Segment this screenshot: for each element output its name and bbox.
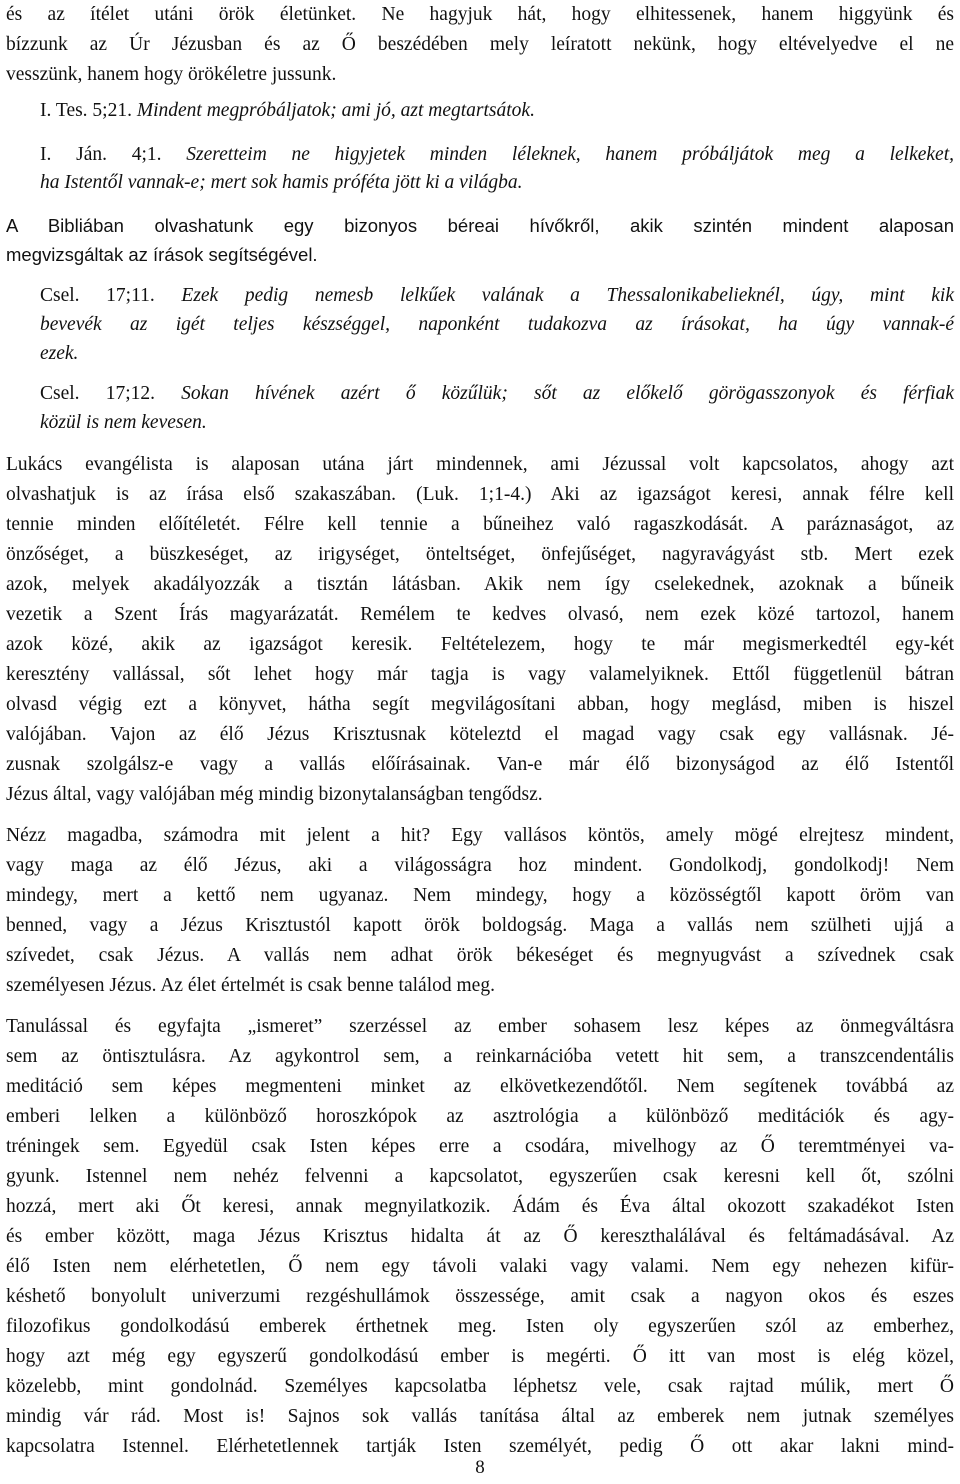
para1-line-10: valójában. Vajon az élő Jézus Krisztusnak köteleztd el magad vagy csak egy vallásnak. Jé- [6,724,954,745]
para2-line-3: mindegy, mert a kettő nem ugyanaz. Nem mindegy, hogy a közösségtől kapott öröm van [6,885,954,906]
para3-line-4: emberi lelken a különböző horoszkópok az asztrológia a különböző meditációk és agy- [6,1106,954,1127]
verse-csel-17-12-line-2: közül is nem kevesen. [40,412,207,433]
verse-reference: Csel. 17;12. [40,383,155,404]
para3-line-12: hogy azt még egy egyszerű gondolkodású ember is megérti. Ő itt van most is elég közel, [6,1346,954,1367]
para3-line-5: tréningek sem. Egyedül csak Isten képes erre a csodára, mivelhogy az Ő teremtményei va- [6,1136,954,1157]
para3-line-14: mindig vár rád. Most is! Sajnos sok vallás tanítása által az emberek nem jutnak személyes [6,1406,954,1427]
para3-line-7: hozzá, mert aki Őt keresi, annak megnyilatkozik. Ádám és Éva által okozott szakadékot Isten [6,1196,954,1217]
para2-line-1: Nézz magadba, számodra mit jelent a hit? Egy vallásos köntös, amely mögé elrejtesz mindent, [6,825,954,846]
para3-line-9: élő Isten nem elérhetetlen, Ő nem egy távoli valaki vagy valami. Nem egy nehezen kifür- [6,1256,954,1277]
para1-line-8: keresztény vallással, sőt lehet hogy már tagja is vagy valamelyiknek. Ettől függetlenül bátran [6,664,954,685]
verse-text: Mindent megpróbáljatok; ami jó, azt megtartsátok. [136,100,535,121]
para3-line-8: és ember között, maga Jézus Krisztus hidalta át az Ő kereszthalálával és feltámadásával. Az [6,1226,954,1247]
para2-line-5: szívedet, csak Jézus. A vallás nem adhat örök békeséget és megnyugvást a szívednek csak [6,945,954,966]
page-number: 8 [475,1457,485,1478]
para2-line-2: vagy maga az élő Jézus, aki a világosságra hoz mindent. Gondolkodj, gondolkodj! Nem [6,855,954,876]
para1-line-7: azok közé, akik az igazságot keresik. Feltételezem, hogy te már megismerkedtél egy-két [6,634,954,655]
para3-line-15: kapcsolatra Istennel. Elérhetetlennek tartják Isten személyét, pedig Ő ott akar lakni mind- [6,1436,954,1457]
verse-reference: I. Tes. 5;21. [40,100,132,121]
verse-1jan-4-1-line-2: ha Istentől vannak-e; mert sok hamis próféta jött ki a világba. [40,172,523,193]
verse-csel-17-12-line-1 [40,379,954,409]
para2-line-6: személyesen Jézus. Az élet értelmét is csak benne találod meg. [6,975,495,996]
para3-line-10: késhető bonyolult univerzumi rezgéshullámok összessége, amit csak a nagyon okos és eszes [6,1286,954,1307]
para1-line-11: zusnak szolgálsz-e vagy a vallás előírásainak. Van-e már élő bizonyságod az élő Istentől [6,754,954,775]
para1-line-5: azok, melyek akadályozzák a tisztán látásban. Akik nem így cselekednek, azoknak a bűneik [6,574,954,595]
intro-line-3: vesszünk, hanem hogy örökéletre jussunk. [6,64,337,85]
para1-line-4: önzőséget, a büszkeséget, az irigységet, önteltséget, önfejűséget, nagyravágyást stb. Mert ezek [6,544,954,565]
intro-line-2: bízzunk az Úr Jézusban és az Ő beszédében mely leíratott nekünk, hogy eltévelyedve el ne [6,34,954,55]
para1-line-6: vezetik a Szent Írás magyarázatát. Remélem te kedves olvasó, nem ezek közé tartozol, hanem [6,604,954,625]
para1-line-12: Jézus által, vagy valójában még mindig bizonytalanságban tengődsz. [6,784,543,805]
intro-line-1: és az ítélet utáni örök életünket. Ne hagyjuk hát, hogy elhitessenek, hanem higgyünk és [6,4,954,25]
para3-line-13: közelebb, mint gondolnád. Személyes kapcsolatba léphetsz vele, csak rajtad múlik, mert Ő [6,1376,954,1397]
para2-line-4: benned, vagy a Jézus Krisztustól kapott örök boldogság. Maga a vallás nem szülheti ujjá a [6,915,954,936]
verse-1jan-4-1-line-1 [40,140,954,170]
verse-csel-17-11-line-2: bevevék az igét teljes készséggel, naponként tudakozva az írásokat, ha úgy vannak-é [40,314,954,335]
para3-line-3: meditáció sem képes megmenteni minket az elkövetkezendőtől. Nem segítenek továbbá az [6,1076,954,1097]
verse-csel-17-11-line-1 [40,281,954,311]
verse-1tes-5-21 [40,96,954,126]
bereans-line-1: A Bibliában olvashatunk egy bizonyos béreai hívőkről, akik szintén mindent alaposan [6,215,954,236]
para1-line-2: olvashatjuk is az írása első szakaszában. (Luk. 1;1-4.) Aki az igazságot keresi, annak félre kell [6,484,954,505]
para1-line-3: tennie minden előítéletét. Félre kell tennie a bűneihez való ragaszkodását. A paráznaságot, az [6,514,954,535]
para3-line-1: Tanulással és egyfajta „ismeret” szerzéssel az ember sohasem lesz képes az önmegváltásra [6,1016,954,1037]
bereans-line-2: megvizsgáltak az írások segítségével. [6,244,318,265]
verse-text: Ezek pedig nemesb lelkűek valának a Thessalonikabelieknél, úgy, mint kik [181,285,954,306]
verse-text: Szeretteim ne higyjetek minden léleknek, hanem próbáljátok meg a lelkeket, [186,144,954,165]
verse-reference: Csel. 17;11. [40,285,155,306]
para3-line-6: gyunk. Istennel nem nehéz felvenni a kapcsolatot, egyszerűen csak keresni kell őt, szólni [6,1166,954,1187]
verse-reference: I. Ján. 4;1. [40,144,162,165]
para1-line-9: olvasd végig ezt a könyvet, hátha segít megvilágosítani abban, hogy meglásd, miben is hiszel [6,694,954,715]
verse-text: Sokan hívének azért ő közűlük; sőt az előkelő görögasszonyok és férfiak [181,383,954,404]
para1-line-1: Lukács evangélista is alaposan utána járt mindennek, ami Jézussal volt kapcsolatos, ahogy azt [6,454,954,475]
para3-line-11: filozofikus gondolkodású emberek érthetnek meg. Isten oly egyszerűen szól az emberhez, [6,1316,954,1337]
verse-csel-17-11-line-3: ezek. [40,343,79,364]
para3-line-2: sem az öntisztulásra. Az agykontrol sem, a reinkarnációba vetett hit sem, a transzcendentális [6,1046,954,1067]
